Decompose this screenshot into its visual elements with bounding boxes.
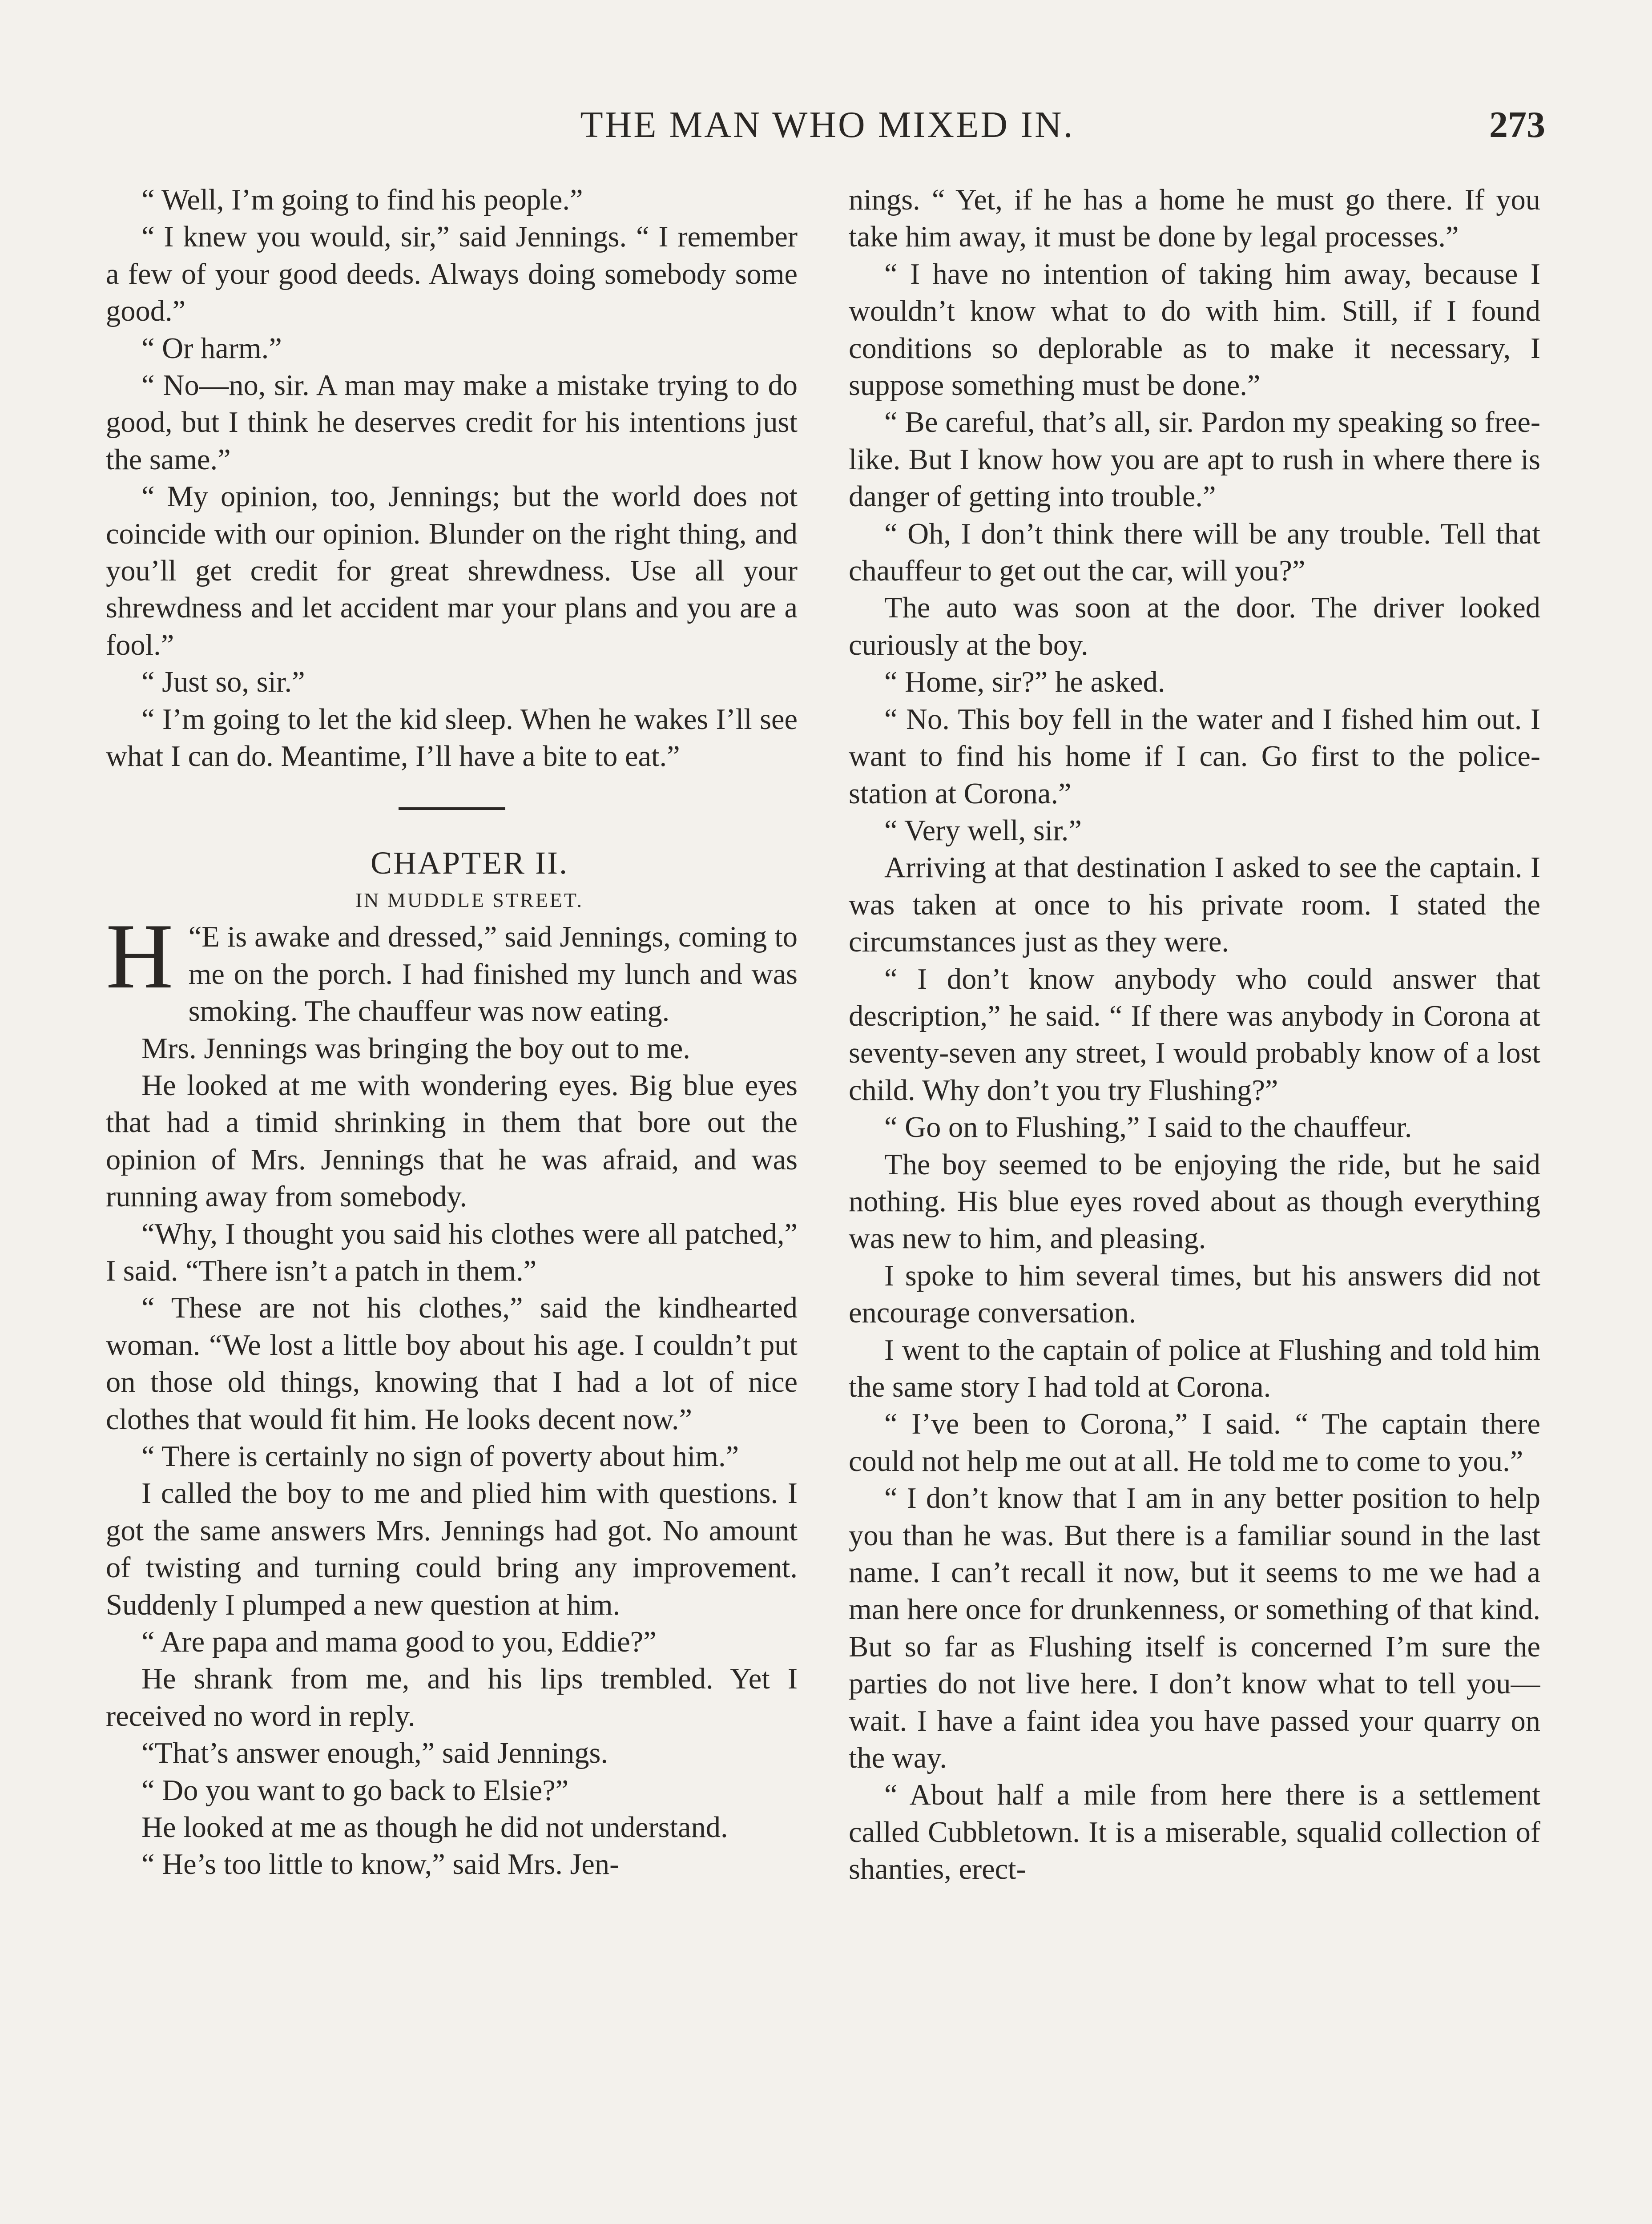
page-header [0,103,1652,152]
paragraph: I called the boy to me and plied him with questions. I got the same answers Mrs. Jennings had got. No amount of twisting and turning could bring any improvement. Suddenly I plumped a new question at him. [106,1477,798,1621]
paragraph: “ I don’t know anybody who could answer that description,” he said. “ If there was anybody in Corona at seventy-seven any street, I would probably know of a lost child. Why don’t you try Flushing?” [849,963,1540,1107]
paragraph: “ Home, sir?” he asked. [884,666,1165,699]
paragraph: “ My opinion, too, Jennings; but the world does not coincide with our opinion. Blunder on the right thing, and you’ll get credit for great shrewdness. Use all your shrewdness and let accident mar your plans and you are a fool.” [106,480,798,661]
paragraph: “Why, I thought you said his clothes were all patched,” I said. “There isn’t a patch in them.” [106,1217,798,1287]
running-title: THE MAN WHO MIXED IN. [580,104,1075,145]
paragraph: “ Go on to Flushing,” I said to the chauffeur. [884,1111,1412,1144]
paragraph: “ Do you want to go back to Elsie?” [141,1774,569,1807]
paragraph: I spoke to him several times, but his answers did not encourage conversation. [849,1259,1540,1330]
paragraph: The auto was soon at the door. The driver looked curiously at the boy. [849,592,1540,661]
paragraph: “ Oh, I don’t think there will be any trouble. Tell that chauffeur to get out the car, will you?” [849,517,1540,588]
paragraph: The boy seemed to be enjoying the ride, but he said nothing. His blue eyes roved about as though everything was new to him, and pleasing. [849,1148,1540,1255]
paragraph: “ I don’t know that I am in any better position to help you than he was. But there is a familiar sound in the last name. I can’t recall it now, but it seems to me we had a man here once for drunkenness, or something of that kind. But so far as Flushing itself is concerned I’m sure the parties do not live here. I don’t know what to tell you—wait. I have a faint idea you have passed your quarry on the way. [849,1482,1540,1775]
left-column [106,181,798,2224]
opening-text: E is awake and dressed,” said Jennings, coming to me on the porch. I had finished my lunch and was smoking. The chauffeur was now eating. [188,921,798,1028]
paragraph: He looked at me as though he did not understand. [141,1811,728,1844]
paragraph: “ I’m going to let the kid sleep. When he wakes I’ll see what I can do. Meantime, I’ll have a bite to eat.” [106,703,798,773]
paragraph: “That’s answer enough,” said Jennings. [141,1737,608,1770]
drop-cap: H [106,905,173,1008]
right-column [849,181,1540,2224]
paragraph: Arriving at that destination I asked to see the captain. I was taken at once to his private room. I stated the circumstances just as they were. [849,851,1540,959]
paragraph: “ I knew you would, sir,” said Jennings. “ I remember a few of your good deeds. Always doing somebody some good.” [106,221,798,328]
opening-paragraph [106,905,798,1030]
paragraph: “ Very well, sir.” [884,814,1082,847]
paragraph: “ Be careful, that’s all, sir. Pardon my speaking so free-like. But I know how you are apt to rush in where there is danger of getting into trouble.” [849,406,1540,513]
paragraph: “ Well, I’m going to find his people.” [141,184,583,216]
paragraph: “ I’ve been to Corona,” I said. “ The captain there could not help me out at all. He told me to come to you.” [849,1408,1540,1478]
paragraph: “ I have no intention of taking him away, because I wouldn’t know what to do with him. Still, if I found conditions so deplorable as to make it necessary, I suppose something must be done.” [849,258,1540,402]
paragraph: “ About half a mile from here there is a settlement called Cubbletown. It is a miserable, squalid collection of shanties, erect- [849,1779,1540,1886]
paragraph: “ Or harm.” [141,332,282,365]
section-divider [399,807,505,810]
chapter-title: CHAPTER II. [371,845,568,881]
paragraph: “ No. This boy fell in the water and I fished him out. I want to find his home if I can. Go first to the police-station at Corona.” [849,703,1540,810]
paragraph: I went to the captain of police at Flushing and told him the same story I had told at Corona. [849,1334,1540,1403]
chapter-subtitle: IN MUDDLE STREET. [355,888,584,911]
paragraph: He shrank from me, and his lips trembled. Yet I received no word in reply. [106,1663,798,1732]
paragraph: “ No—no, sir. A man may make a mistake trying to do good, but I think he deserves credit for his intentions just the same.” [106,369,798,476]
paragraph: “ Just so, sir.” [141,666,305,699]
paragraph: “ He’s too little to know,” said Mrs. Jen- [141,1848,620,1881]
paragraph: “ These are not his clothes,” said the kindhearted woman. “We lost a little boy about his age. I couldn’t put on those old things, knowing that I had a lot of nice clothes that would fit him. He looks decent now.” [106,1292,798,1436]
opening-quote: “ [188,921,202,954]
continued-paragraph: nings. “ Yet, if he has a home he must go there. If you take him away, it must be done by legal processes.” [849,184,1540,254]
paragraph: “ There is certainly no sign of poverty about him.” [141,1440,739,1473]
paragraph: “ Are papa and mama good to you, Eddie?” [141,1626,657,1659]
paragraph: Mrs. Jennings was bringing the boy out to me. [141,1032,690,1065]
paragraph: He looked at me with wondering eyes. Big blue eyes that had a timid shrinking in them that bore out the opinion of Mrs. Jennings that he was afraid, and was running away from somebody. [106,1069,798,1213]
page-number: 273 [1489,104,1545,145]
